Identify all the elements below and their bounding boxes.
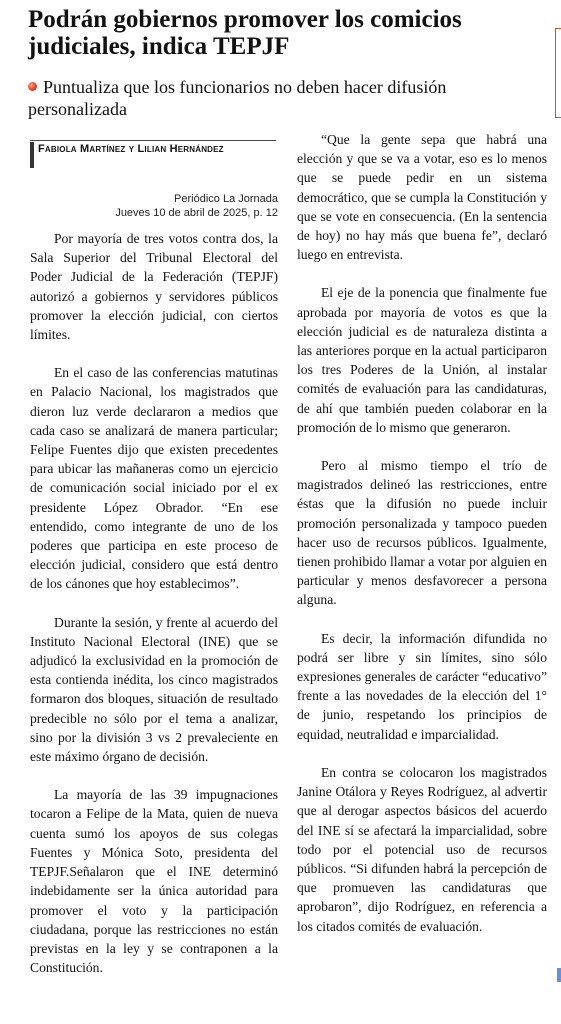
source-publication: Periódico La Jornada bbox=[174, 193, 278, 205]
paragraph: Pero al mismo tiempo el trío de magistrados delineó las restricciones, entre éstas que la difusión no puede incluir promoción personalizada y tampoco pueden hacer uso de recursos públicos. Igualmente, tienen prohibido llamar a votar por alguien en particular y menos desfavorecer a persona alguna. bbox=[297, 458, 547, 608]
source-date: Jueves 10 de abril de 2025, p. 12 bbox=[115, 207, 278, 219]
article-headline: Podrán gobiernos promover los comicios judiciales, indica TEPJF bbox=[28, 6, 462, 60]
article-subhead bbox=[28, 76, 528, 120]
paragraph: Es decir, la información difundida no podrá ser libre y sin límites, sino sólo expresiones generales de carácter “educativo” frente a las novedades de la elección del 1° de junio, respetando los principios de equidad, neutralidad e imparcialidad. bbox=[297, 630, 547, 742]
subhead-text: Puntualiza que los funcionarios no deben hacer difusión personalizada bbox=[28, 77, 447, 119]
right-column bbox=[297, 130, 547, 955]
article-source bbox=[30, 192, 278, 220]
paragraph: Por mayoría de tres votos contra dos, la Sala Superior del Tribunal Electoral del Poder Judicial de la Federación (TEPJF) autorizó a gobiernos y servidores públicos promover la elección judicial, con ciertos límites. bbox=[30, 231, 278, 343]
bullet-icon bbox=[28, 82, 37, 91]
paragraph: “Que la gente sepa que habrá una elección y que se va a votar, eso es lo menos que se puede pedir en un sistema democrático, que se cumpla la Constitución y que se vote en consecuencia. (En la sentencia de hoy) no hay más que buena fe”, declaró luego en entrevista. bbox=[297, 132, 547, 263]
paragraph: En contra se colocaron los magistrados Janine Otálora y Reyes Rodríguez, al advertir que al derogar aspectos básicos del acuerdo del INE sí se afectará la imparcialidad, sobre todo por el potencial uso de recursos públicos. “Si difunden habrá la percepción de que promueven las candidaturas que aprobaron”, dijo Rodríguez, en referencia a los citados comités de evaluación. bbox=[297, 764, 547, 934]
paragraph: La mayoría de las 39 impugnaciones tocaron a Felipe de la Mata, quien de nueva cuenta sumó los apoyos de sus colegas Fuentes y Mónica Soto, presidenta del TEPJF.Señalaron que el INE determinó indebidamente ser la única autoridad para promover el voto y la participación ciudadana, porque las restricciones no están previstas en la ley y se contraponen a la Constitución. bbox=[30, 787, 278, 976]
article-byline: Fabiola Martínez y Lilian Hernández bbox=[30, 140, 276, 156]
paragraph: En el caso de las conferencias matutinas en Palacio Nacional, los magistrados que dieron luz verde declararon a medios que cada caso se analizará de manera particular; Felipe Fuentes dijo que existen precedentes para ubicar las mañaneras como un ejercicio de comunicación social iniciado por el ex presidente López Obrador. “En ese entendido, como integrante de uno de los poderes que participa en este proceso de elección judicial, considero que está dentro de los cánones que hoy establecimos”. bbox=[30, 365, 278, 592]
paragraph: Durante la sesión, y frente al acuerdo del Instituto Nacional Electoral (INE) que se adjudicó la exclusividad en la promoción de esta contienda inédita, los cinco magistrados formaron dos bloques, situación de resultado predecible no sólo por el tema a analizar, sino por la división 3 vs 2 prevaleciente en este máximo órgano de decisión. bbox=[30, 614, 278, 765]
scroll-marker bbox=[557, 968, 561, 982]
paragraph: El eje de la ponencia que finalmente fue aprobada por mayoría de votos es que la elección judicial es de naturaleza distinta a las anteriores porque en la actual participaron los tres Poderes de la Unión, al instalar comités de evaluación para las candidaturas, de ahí que también pueden colaborar en la promoción de lo mismo que generaron. bbox=[297, 285, 547, 435]
adjacent-box-edge bbox=[555, 28, 561, 118]
left-column bbox=[30, 229, 278, 996]
